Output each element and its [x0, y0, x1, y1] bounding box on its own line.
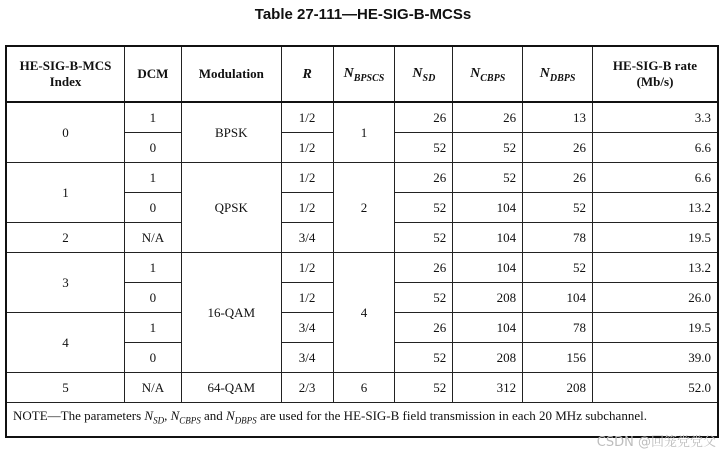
- cell-modulation: 64-QAM: [181, 373, 281, 403]
- cell-dcm: N/A: [124, 373, 181, 403]
- cell-index: 1: [6, 163, 124, 223]
- cell-r: 1/2: [281, 163, 333, 193]
- header-nbpscs: $N_{BPSCS}$: [333, 46, 395, 102]
- cell-rate: 52.0: [592, 373, 718, 403]
- cell-rate: 6.6: [592, 163, 718, 193]
- cell-nsd: 52: [395, 193, 453, 223]
- cell-ndbps: 156: [523, 343, 593, 373]
- header-r: R: [281, 46, 333, 102]
- cell-index: 2: [6, 223, 124, 253]
- cell-dcm: N/A: [124, 223, 181, 253]
- cell-nsd: 26: [395, 313, 453, 343]
- cell-nbpscs: 1: [333, 102, 395, 163]
- table-row: [6, 102, 718, 133]
- cell-modulation: BPSK: [181, 102, 281, 163]
- cell-ncbps: 312: [453, 373, 523, 403]
- cell-ndbps: 78: [523, 313, 593, 343]
- cell-r: 3/4: [281, 313, 333, 343]
- cell-rate: 19.5: [592, 313, 718, 343]
- header-dcm: DCM: [124, 46, 181, 102]
- cell-dcm: 0: [124, 343, 181, 373]
- cell-ncbps: 52: [453, 163, 523, 193]
- watermark: CSDN @回笼党党父: [596, 435, 716, 450]
- cell-rate: 13.2: [592, 193, 718, 223]
- cell-ncbps: 52: [453, 133, 523, 163]
- cell-index: 3: [6, 253, 124, 313]
- cell-nbpscs: 6: [333, 373, 395, 403]
- cell-nsd: 26: [395, 163, 453, 193]
- cell-dcm: 1: [124, 253, 181, 283]
- cell-dcm: 0: [124, 193, 181, 223]
- header-index: HE-SIG-B-MCS Index: [6, 46, 124, 102]
- header-row: [6, 46, 718, 102]
- cell-nsd: 52: [395, 283, 453, 313]
- cell-dcm: 0: [124, 133, 181, 163]
- cell-nbpscs: 4: [333, 253, 395, 373]
- cell-ncbps: 208: [453, 283, 523, 313]
- cell-nsd: 52: [395, 373, 453, 403]
- cell-ndbps: 52: [523, 193, 593, 223]
- cell-ndbps: 26: [523, 133, 593, 163]
- table-row: [6, 163, 718, 193]
- cell-modulation: 16-QAM: [181, 253, 281, 373]
- cell-nsd: 26: [395, 102, 453, 133]
- cell-ncbps: 104: [453, 223, 523, 253]
- cell-ndbps: 104: [523, 283, 593, 313]
- cell-nsd: 52: [395, 223, 453, 253]
- header-ncbps: $N_{CBPS}$: [453, 46, 523, 102]
- mcs-table: [5, 45, 719, 438]
- header-rate: HE-SIG-B rate (Mb/s): [592, 46, 718, 102]
- cell-rate: 26.0: [592, 283, 718, 313]
- cell-r: 1/2: [281, 253, 333, 283]
- cell-r: 3/4: [281, 223, 333, 253]
- cell-rate: 13.2: [592, 253, 718, 283]
- cell-dcm: 0: [124, 283, 181, 313]
- cell-r: 1/2: [281, 133, 333, 163]
- cell-dcm: 1: [124, 102, 181, 133]
- cell-ndbps: 78: [523, 223, 593, 253]
- cell-index: 5: [6, 373, 124, 403]
- cell-rate: 19.5: [592, 223, 718, 253]
- cell-r: 1/2: [281, 283, 333, 313]
- cell-nsd: 52: [395, 343, 453, 373]
- cell-modulation: QPSK: [181, 163, 281, 253]
- cell-ndbps: 208: [523, 373, 593, 403]
- cell-ncbps: 208: [453, 343, 523, 373]
- cell-nbpscs: 2: [333, 163, 395, 253]
- cell-ncbps: 104: [453, 313, 523, 343]
- cell-index: 4: [6, 313, 124, 373]
- cell-nsd: 52: [395, 133, 453, 163]
- table-note: NOTE—The parameters $N_{SD}$, $N_{CBPS}$ and $N_{DBPS}$ are used for the HE-SIG-B field transmission in each 20 MHz subchannel.: [6, 403, 718, 437]
- cell-nsd: 26: [395, 253, 453, 283]
- cell-ndbps: 26: [523, 163, 593, 193]
- cell-r: 2/3: [281, 373, 333, 403]
- table-title: Table 27-111—HE-SIG-B-MCSs: [254, 6, 472, 23]
- table-row: [6, 253, 718, 283]
- cell-ndbps: 13: [523, 102, 593, 133]
- cell-ncbps: 26: [453, 102, 523, 133]
- header-modulation: Modulation: [181, 46, 281, 102]
- header-nsd: $N_{SD}$: [395, 46, 453, 102]
- cell-rate: 39.0: [592, 343, 718, 373]
- cell-index: 0: [6, 102, 124, 163]
- cell-rate: 3.3: [592, 102, 718, 133]
- cell-ncbps: 104: [453, 193, 523, 223]
- header-ndbps: $N_{DBPS}$: [523, 46, 593, 102]
- cell-dcm: 1: [124, 163, 181, 193]
- cell-dcm: 1: [124, 313, 181, 343]
- cell-r: 1/2: [281, 193, 333, 223]
- cell-r: 3/4: [281, 343, 333, 373]
- cell-ncbps: 104: [453, 253, 523, 283]
- cell-rate: 6.6: [592, 133, 718, 163]
- cell-ndbps: 52: [523, 253, 593, 283]
- cell-r: 1/2: [281, 102, 333, 133]
- table-row: [6, 373, 718, 403]
